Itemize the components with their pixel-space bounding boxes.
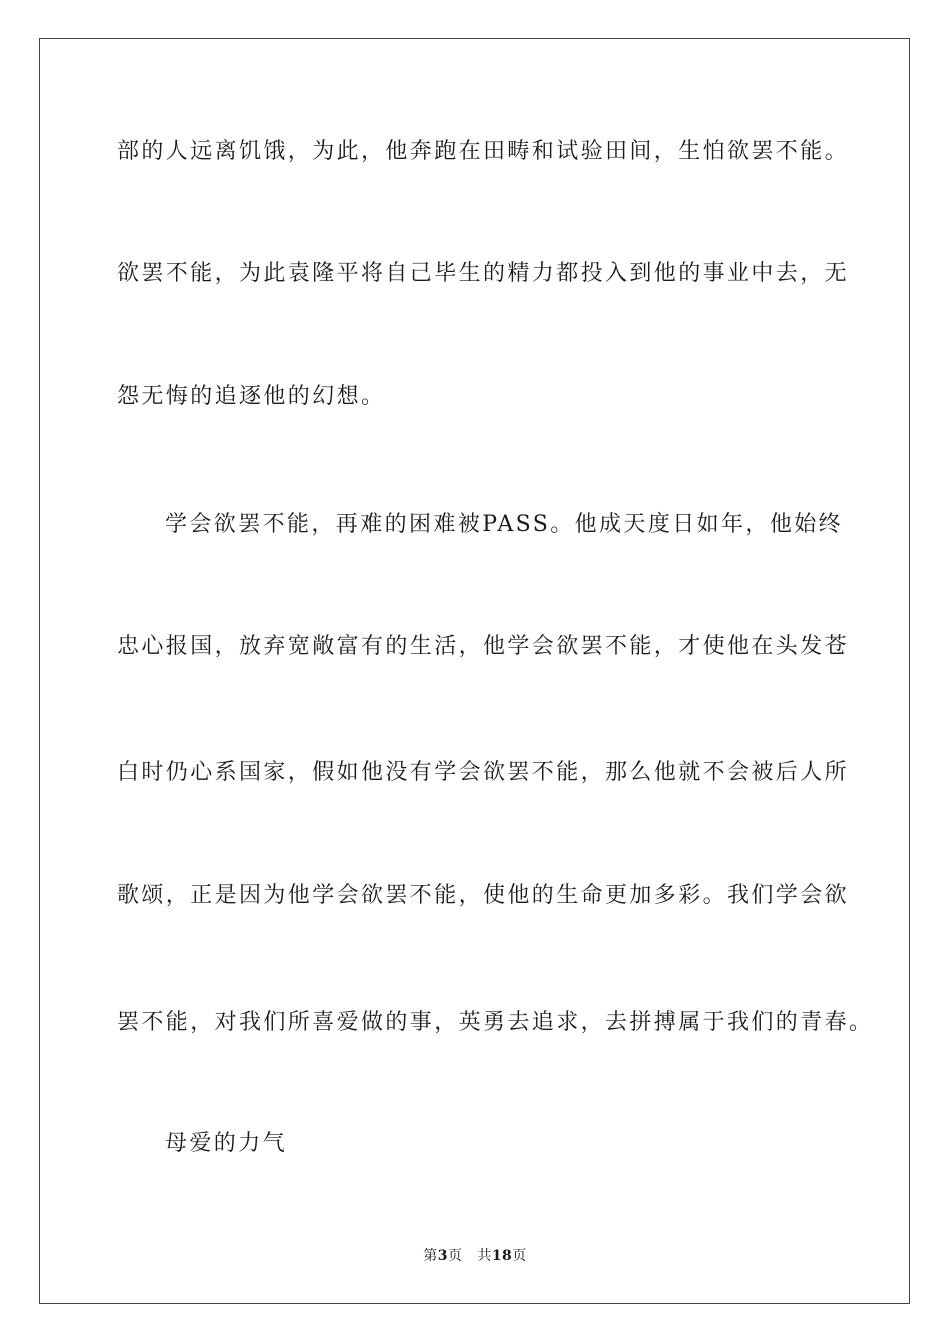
page-prefix: 第 <box>423 1248 438 1264</box>
body-line-4: 学会欲罢不能，再难的困难被PASS。他成天度日如年，他始终 <box>165 512 844 537</box>
page-border <box>39 38 910 1304</box>
body-line-8: 罢不能，对我们所喜爱做的事，英勇去追求，去拼搏属于我们的青春。 <box>117 1010 874 1035</box>
body-line-5: 忠心报国，放弃宽敞富有的生活，他学会欲罢不能，才使他在头发苍 <box>117 634 850 659</box>
body-line-3: 怨无悔的追逐他的幻想。 <box>117 384 386 409</box>
total-prefix: 共 <box>477 1248 492 1264</box>
section-heading: 母爱的力气 <box>165 1131 288 1156</box>
body-line-1: 部的人远离饥饿，为此，他奔跑在田畴和试验田间，生怕欲罢不能。 <box>117 139 850 164</box>
page-footer <box>0 1246 950 1266</box>
total-suffix: 页 <box>512 1248 527 1264</box>
page-total: 18 <box>491 1248 513 1264</box>
page-suffix: 页 <box>447 1248 463 1264</box>
page-current: 3 <box>437 1248 448 1264</box>
body-line-7: 歌颂，正是因为他学会欲罢不能，使他的生命更加多彩。我们学会欲 <box>117 883 850 908</box>
body-line-2: 欲罢不能，为此袁隆平将自己毕生的精力都投入到他的事业中去，无 <box>117 261 850 286</box>
body-line-6: 白时仍心系国家，假如他没有学会欲罢不能，那么他就不会被后人所 <box>117 760 850 785</box>
